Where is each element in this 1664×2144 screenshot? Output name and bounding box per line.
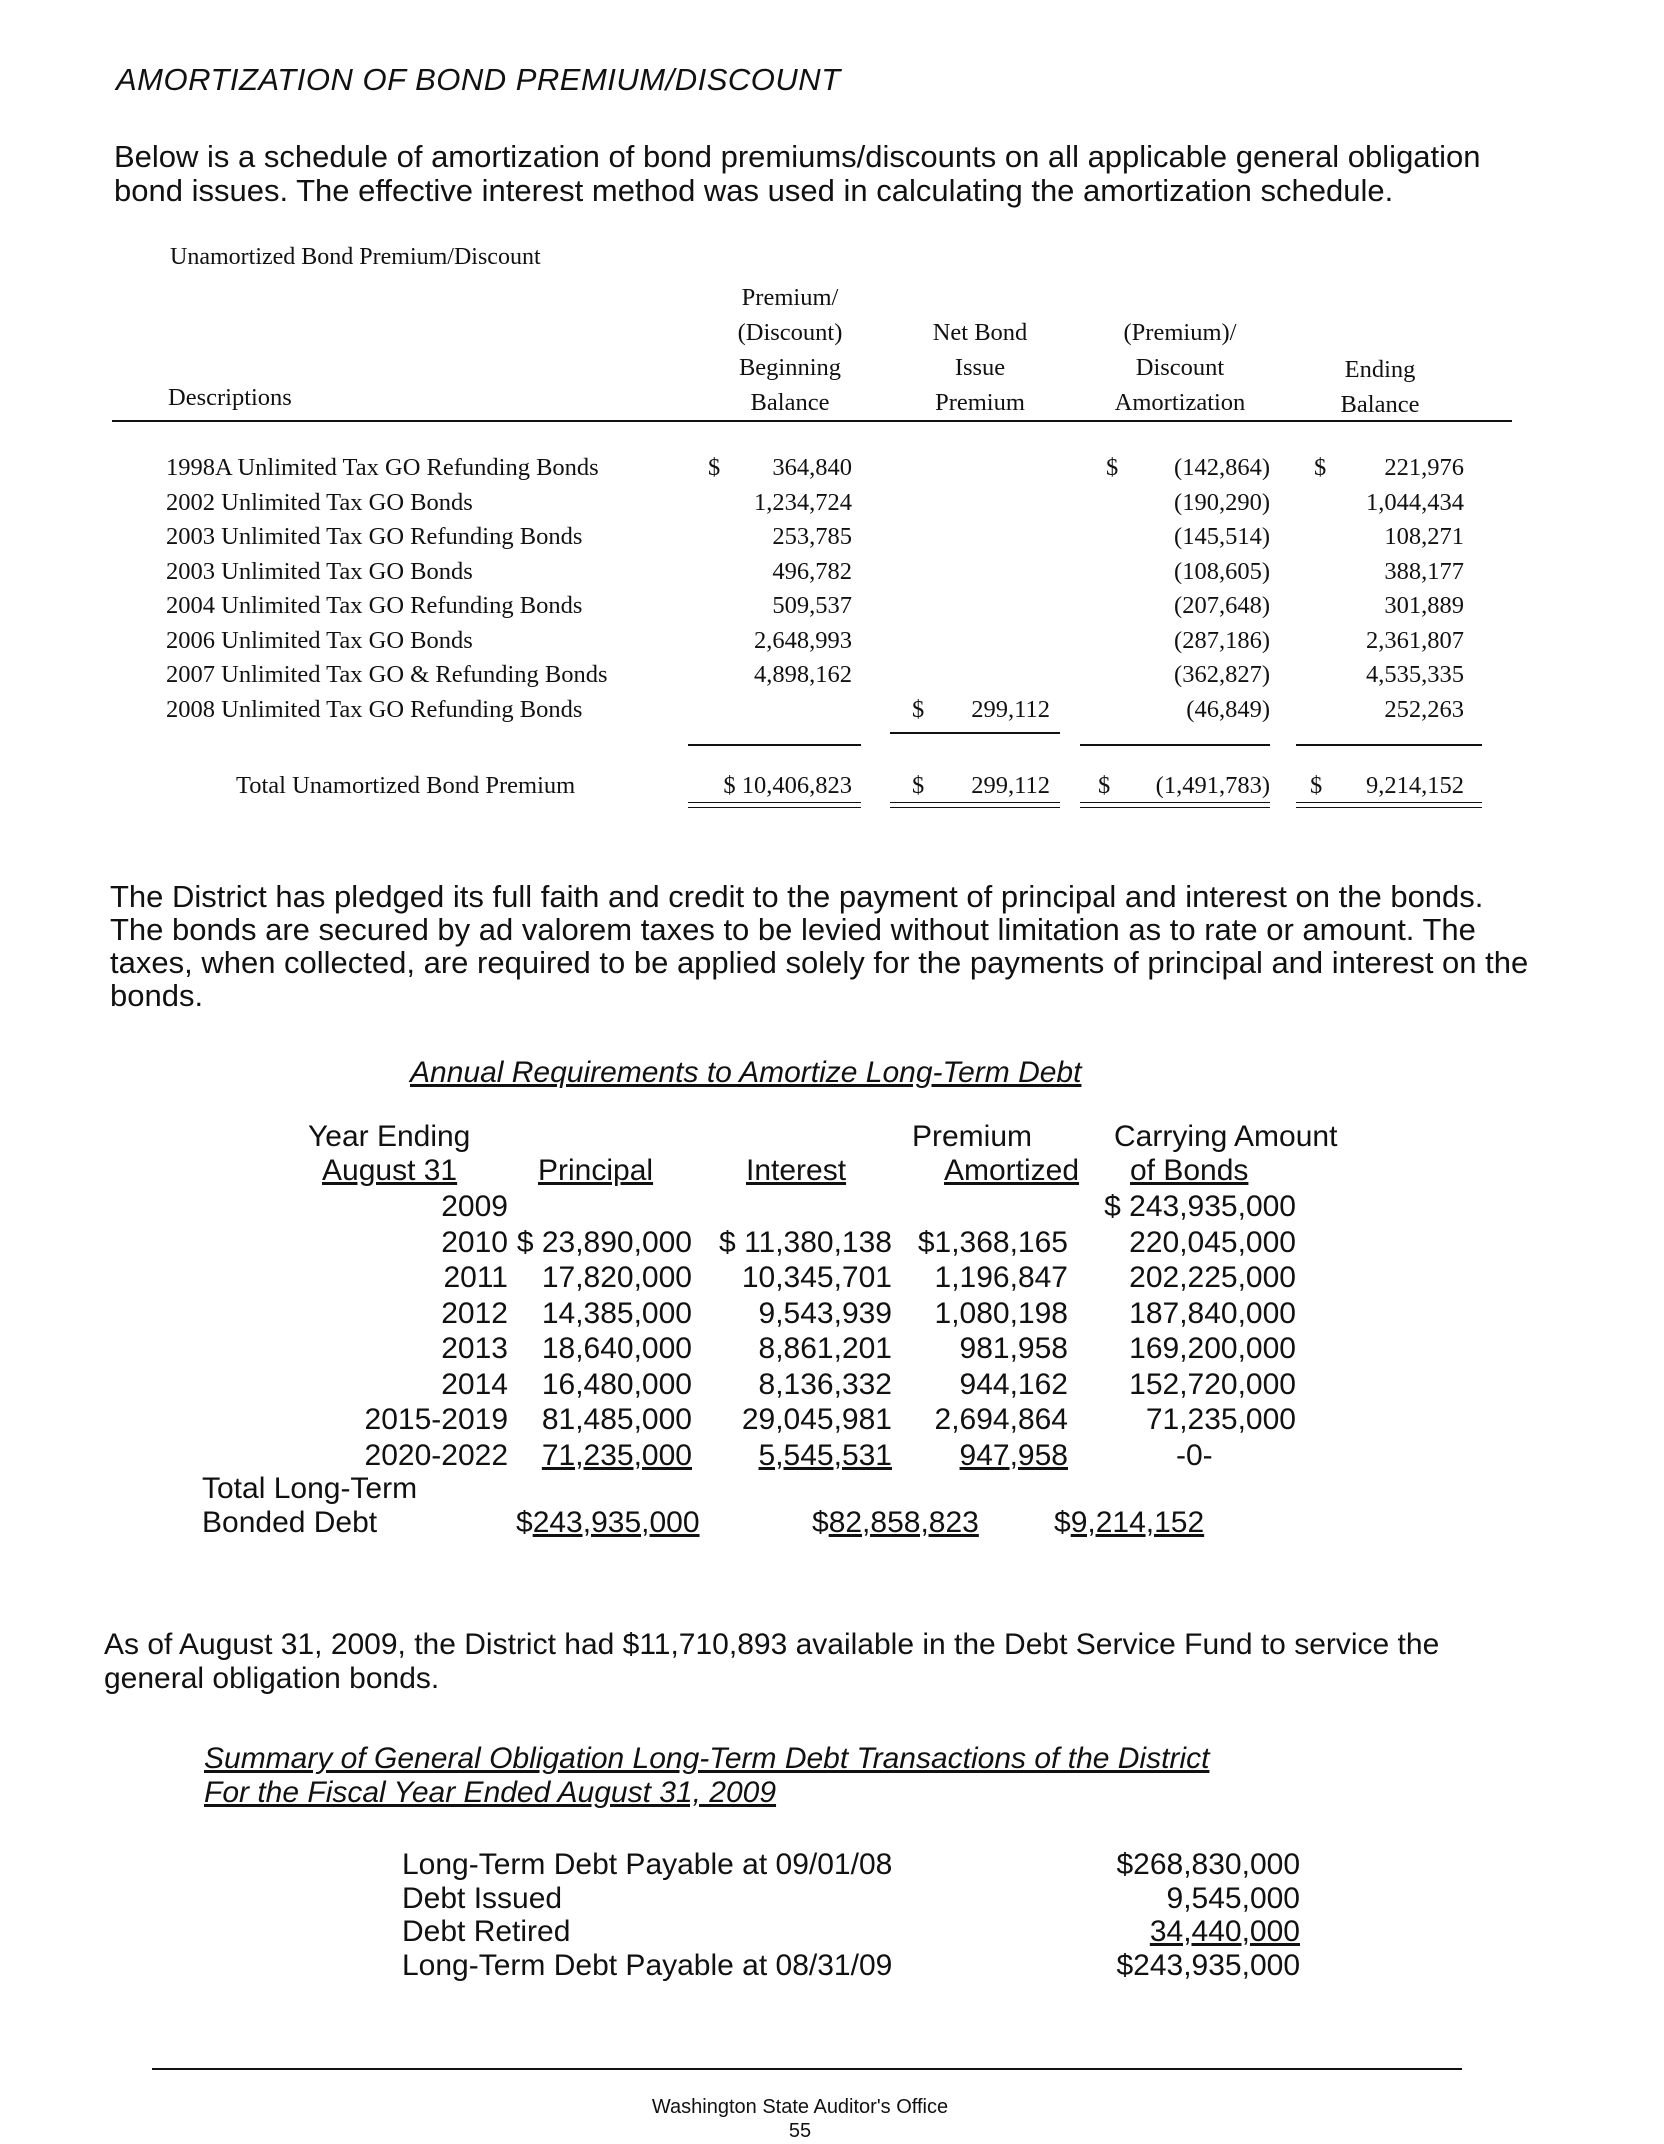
row-premium-amortized: 981,958: [959, 1332, 1068, 1365]
page-number: 55: [788, 2120, 812, 2142]
section-title: AMORTIZATION OF BOND PREMIUM/DISCOUNT: [116, 62, 841, 97]
row-beginning-symbol: $: [708, 454, 721, 481]
row-description: 1998A Unlimited Tax GO Refunding Bonds: [166, 454, 599, 481]
summary-value: 34,440,000: [1149, 1915, 1300, 1948]
total-principal: $243,935,000: [516, 1506, 700, 1539]
total-amortization-symbol: $: [1098, 772, 1111, 799]
row-ending-balance: 301,889: [1384, 592, 1464, 619]
row-premium-amortized: 944,162: [959, 1367, 1068, 1401]
footer-rule: [152, 2068, 1462, 2070]
total-premium: $9,214,152: [1054, 1506, 1205, 1539]
row-beginning-balance: 2,648,993: [754, 626, 852, 654]
row-net-premium: 299,112: [971, 695, 1050, 723]
total-net-symbol: $: [912, 772, 925, 799]
header-descriptions: Descriptions: [168, 384, 292, 411]
row-ending-symbol: $: [1314, 454, 1327, 481]
row-carrying-amount: 220,045,000: [1129, 1225, 1296, 1259]
row-interest: 8,136,332: [758, 1367, 892, 1401]
header-premium: Premium: [912, 1120, 1033, 1153]
summary-label: Long-Term Debt Payable at 08/31/09: [402, 1948, 893, 1982]
total-double-rule-net: [890, 802, 1060, 808]
total-ending-symbol: $: [1310, 772, 1323, 799]
table1-label: Unamortized Bond Premium/Discount: [170, 244, 541, 270]
row-description: 2007 Unlimited Tax GO & Refunding Bonds: [166, 661, 608, 688]
row-description: 2004 Unlimited Tax GO Refunding Bonds: [166, 592, 583, 619]
summary-value: $243,935,000: [1116, 1948, 1300, 1982]
row-year: 2020-2022: [364, 1438, 508, 1472]
subtotal-rule-amortization: [1080, 744, 1270, 746]
summary-value: 9,545,000: [1166, 1881, 1300, 1915]
header-net-bond-issue-premium: Net Bond Issue Premium: [932, 319, 1028, 416]
row-amortization: (287,186): [1174, 626, 1270, 654]
row-ending-balance: 388,177: [1384, 557, 1464, 585]
row-year: 2011: [443, 1261, 508, 1294]
total-ending: 9,214,152: [1366, 772, 1464, 799]
row-ending-balance: 108,271: [1384, 523, 1464, 550]
row-description: 2003 Unlimited Tax GO Refunding Bonds: [166, 523, 583, 550]
total-long-term-label: Total Long-Term: [202, 1472, 418, 1505]
row-ending-balance: 221,976: [1384, 454, 1464, 481]
row-beginning-balance: 253,785: [772, 523, 852, 550]
total-double-rule-amortization: [1080, 802, 1270, 808]
row-carrying-amount: $ 243,935,000: [1104, 1190, 1296, 1223]
row-amortization: (207,648): [1174, 592, 1270, 619]
row-premium-amortized: 1,080,198: [934, 1296, 1068, 1330]
row-principal: 17,820,000: [541, 1261, 692, 1294]
row-amortization: (108,605): [1174, 557, 1270, 585]
row-interest: $ 11,380,138: [719, 1225, 892, 1259]
row-beginning-balance: 4,898,162: [754, 661, 852, 688]
row-year: 2015-2019: [364, 1403, 508, 1436]
header-interest: Interest: [746, 1154, 847, 1187]
row-carrying-amount: 152,720,000: [1129, 1367, 1296, 1401]
summary-label: Long-Term Debt Payable at 09/01/08: [402, 1848, 893, 1881]
bonded-debt-label: Bonded Debt: [202, 1506, 378, 1539]
row-premium-amortized: 1,196,847: [934, 1261, 1068, 1294]
header-rule: [112, 420, 1512, 422]
summary-label: Debt Issued: [402, 1881, 563, 1915]
total-label: Total Unamortized Bond Premium: [236, 772, 576, 799]
row-principal: 71,235,000: [541, 1438, 692, 1472]
total-beginning: $ 10,406,823: [723, 772, 852, 799]
row-amortization: (145,514): [1174, 523, 1270, 550]
row-ending-balance: 4,535,335: [1366, 661, 1464, 688]
summary-label: Debt Retired: [402, 1915, 571, 1948]
header-amortized: Amortized: [944, 1154, 1080, 1187]
pledge-paragraph: The District has pledged its full faith and credit to the payment of principal and interest on the bonds. The bonds are secured by ad valorem taxes to be levied without limitation as to rate or amount. The taxes, when collected, are required to be applied solely for the payments of principal and interest on the bonds.: [110, 879, 1529, 1013]
subtotal-rule-net: [890, 732, 1060, 734]
header-of-bonds: of Bonds: [1130, 1154, 1249, 1187]
row-amortization: (362,827): [1174, 661, 1270, 688]
requirements-title: Annual Requirements to Amortize Long-Term Debt: [410, 1056, 1082, 1089]
header-year-ending: Year Ending: [308, 1120, 471, 1153]
footer-office: Washington State Auditor's Office: [651, 2096, 949, 2118]
row-carrying-amount: 202,225,000: [1129, 1261, 1296, 1294]
row-carrying-amount: 169,200,000: [1129, 1332, 1296, 1365]
row-year: 2009: [441, 1190, 508, 1223]
row-net-symbol: $: [912, 695, 925, 723]
header-august-31: August 31: [322, 1154, 458, 1187]
row-principal: 18,640,000: [541, 1332, 692, 1365]
total-amortization: (1,491,783): [1155, 772, 1270, 799]
total-double-rule-ending: [1296, 802, 1482, 808]
debt-service-paragraph: As of August 31, 2009, the District had $11,710,893 available in the Debt Service Fund to service the general obligation bonds.: [104, 1628, 1440, 1695]
row-principal: 16,480,000: [541, 1367, 692, 1401]
header-carrying-amount: Carrying Amount: [1114, 1120, 1338, 1153]
row-year: 2014: [441, 1367, 508, 1401]
row-amortization: (142,864): [1174, 454, 1270, 481]
header-beginning-balance: Premium/ (Discount) Beginning Balance: [737, 284, 843, 416]
row-ending-balance: 2,361,807: [1366, 626, 1464, 654]
row-ending-balance: 252,263: [1384, 695, 1464, 723]
row-amortization-symbol: $: [1106, 454, 1119, 481]
row-beginning-balance: 509,537: [772, 592, 852, 619]
row-year: 2013: [441, 1332, 508, 1365]
row-amortization: (190,290): [1174, 488, 1270, 516]
row-carrying-amount: 71,235,000: [1145, 1403, 1296, 1436]
intro-paragraph: Below is a schedule of amortization of bond premiums/discounts on all applicable general obligation bond issues. The effective interest method was used in calculating the amortization schedule.: [114, 139, 1481, 208]
header-amortization: (Premium)/ Discount Amortization: [1114, 319, 1246, 416]
row-interest: 8,861,201: [758, 1332, 892, 1365]
row-year: 2010: [441, 1225, 508, 1259]
row-amortization: (46,849): [1186, 695, 1270, 723]
row-carrying-amount: 187,840,000: [1129, 1296, 1296, 1330]
row-description: 2002 Unlimited Tax GO Bonds: [166, 488, 473, 516]
total-interest: $82,858,823: [812, 1506, 979, 1539]
row-year: 2012: [441, 1296, 508, 1330]
row-interest: 5,545,531: [758, 1438, 892, 1472]
row-interest: 29,045,981: [741, 1403, 892, 1436]
row-beginning-balance: 1,234,724: [754, 488, 852, 516]
row-beginning-balance: 496,782: [772, 557, 852, 585]
row-interest: 10,345,701: [741, 1261, 892, 1294]
subtotal-rule-ending: [1296, 744, 1482, 746]
row-principal: $ 23,890,000: [516, 1225, 692, 1259]
row-description: 2003 Unlimited Tax GO Bonds: [166, 557, 473, 585]
row-premium-amortized: 2,694,864: [934, 1403, 1068, 1436]
subtotal-rule-beginning: [688, 744, 861, 746]
header-ending-balance: Ending Balance: [1340, 356, 1420, 418]
row-principal: 81,485,000: [541, 1403, 692, 1436]
row-interest: 9,543,939: [758, 1296, 892, 1330]
row-carrying-amount: -0-: [1176, 1438, 1213, 1472]
row-premium-amortized: 947,958: [959, 1438, 1068, 1472]
summary-value: $268,830,000: [1116, 1848, 1300, 1881]
row-ending-balance: 1,044,434: [1366, 488, 1464, 516]
row-description: 2006 Unlimited Tax GO Bonds: [166, 626, 473, 654]
row-premium-amortized: $1,368,165: [917, 1225, 1068, 1259]
row-beginning-balance: 364,840: [772, 454, 852, 481]
header-principal: Principal: [538, 1154, 654, 1187]
row-principal: 14,385,000: [541, 1296, 692, 1330]
summary-title: Summary of General Obligation Long-Term Debt Transactions of the District For the Fiscal Year Ended August 31, 2009: [204, 1742, 1210, 1809]
total-double-rule-beginning: [688, 802, 861, 808]
row-description: 2008 Unlimited Tax GO Refunding Bonds: [166, 695, 583, 723]
total-net: 299,112: [971, 772, 1050, 799]
